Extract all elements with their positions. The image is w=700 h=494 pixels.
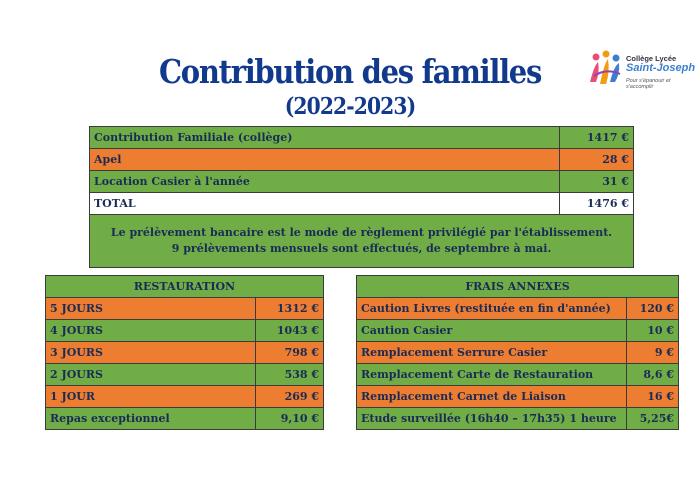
table-row [90, 171, 634, 193]
row-label: Remplacement Carnet de Liaison [357, 386, 627, 408]
logo-tagline: Pour s'épanouir et s'accomplir [626, 78, 671, 90]
restauration-table [45, 275, 324, 430]
table-row [357, 408, 679, 430]
row-value: 9,10 € [256, 408, 324, 430]
row-label: Remplacement Serrure Casier [357, 342, 627, 364]
frais-annexes-table [356, 275, 679, 430]
row-label: 4 JOURS [46, 320, 256, 342]
table-header [46, 276, 324, 298]
row-label: Apel [90, 149, 560, 171]
row-label: Contribution Familiale (collège) [90, 127, 560, 149]
row-value: 120 € [627, 298, 679, 320]
row-label: 5 JOURS [46, 298, 256, 320]
table-row [46, 298, 324, 320]
table-row [357, 342, 679, 364]
table-row [357, 386, 679, 408]
logo-line1: Collège Lycée [626, 54, 677, 63]
payment-note-row [90, 215, 634, 268]
table-row [46, 342, 324, 364]
table-row [46, 364, 324, 386]
row-value: 5,25€ [627, 408, 679, 430]
page-subtitle: (2022-2023) [284, 93, 416, 120]
row-label: 2 JOURS [46, 364, 256, 386]
payment-note-line2: 9 prélèvements mensuels sont effectués, de septembre à mai. [171, 242, 552, 255]
logo-line2: Saint-Joseph [626, 62, 696, 74]
row-value: 1417 € [560, 127, 634, 149]
row-value: 8,6 € [627, 364, 679, 386]
row-label: Location Casier à l'année [90, 171, 560, 193]
table-row [90, 149, 634, 171]
table-row [357, 364, 679, 386]
row-label: Repas exceptionnel [46, 408, 256, 430]
row-label: Caution Casier [357, 320, 627, 342]
row-value: 31 € [560, 171, 634, 193]
table-row [357, 320, 679, 342]
row-value: 1043 € [256, 320, 324, 342]
frais-annexes-header: FRAIS ANNEXES [357, 276, 679, 298]
total-value: 1476 € [560, 193, 634, 215]
row-label: 3 JOURS [46, 342, 256, 364]
row-label: Etude surveillée (16h40 – 17h35) 1 heure [357, 408, 627, 430]
restauration-header: RESTAURATION [46, 276, 324, 298]
row-value: 538 € [256, 364, 324, 386]
table-row [90, 127, 634, 149]
row-label: Remplacement Carte de Restauration [357, 364, 627, 386]
logo-figures-icon [586, 48, 626, 88]
payment-note [90, 215, 634, 268]
contribution-table [89, 126, 634, 268]
table-row [357, 298, 679, 320]
row-label: Caution Livres (restituée en fin d'année) [357, 298, 627, 320]
row-value: 28 € [560, 149, 634, 171]
payment-note-line1: Le prélèvement bancaire est le mode de règlement privilégié par l'établissement. [110, 226, 613, 239]
row-label: 1 JOUR [46, 386, 256, 408]
page-title: Contribution des familles [158, 52, 542, 91]
row-value: 9 € [627, 342, 679, 364]
row-value: 1312 € [256, 298, 324, 320]
total-label: TOTAL [90, 193, 560, 215]
total-row [90, 193, 634, 215]
table-row [46, 320, 324, 342]
table-header [357, 276, 679, 298]
table-row [46, 386, 324, 408]
row-value: 798 € [256, 342, 324, 364]
table-row [46, 408, 324, 430]
school-logo [586, 48, 696, 92]
row-value: 269 € [256, 386, 324, 408]
row-value: 16 € [627, 386, 679, 408]
row-value: 10 € [627, 320, 679, 342]
